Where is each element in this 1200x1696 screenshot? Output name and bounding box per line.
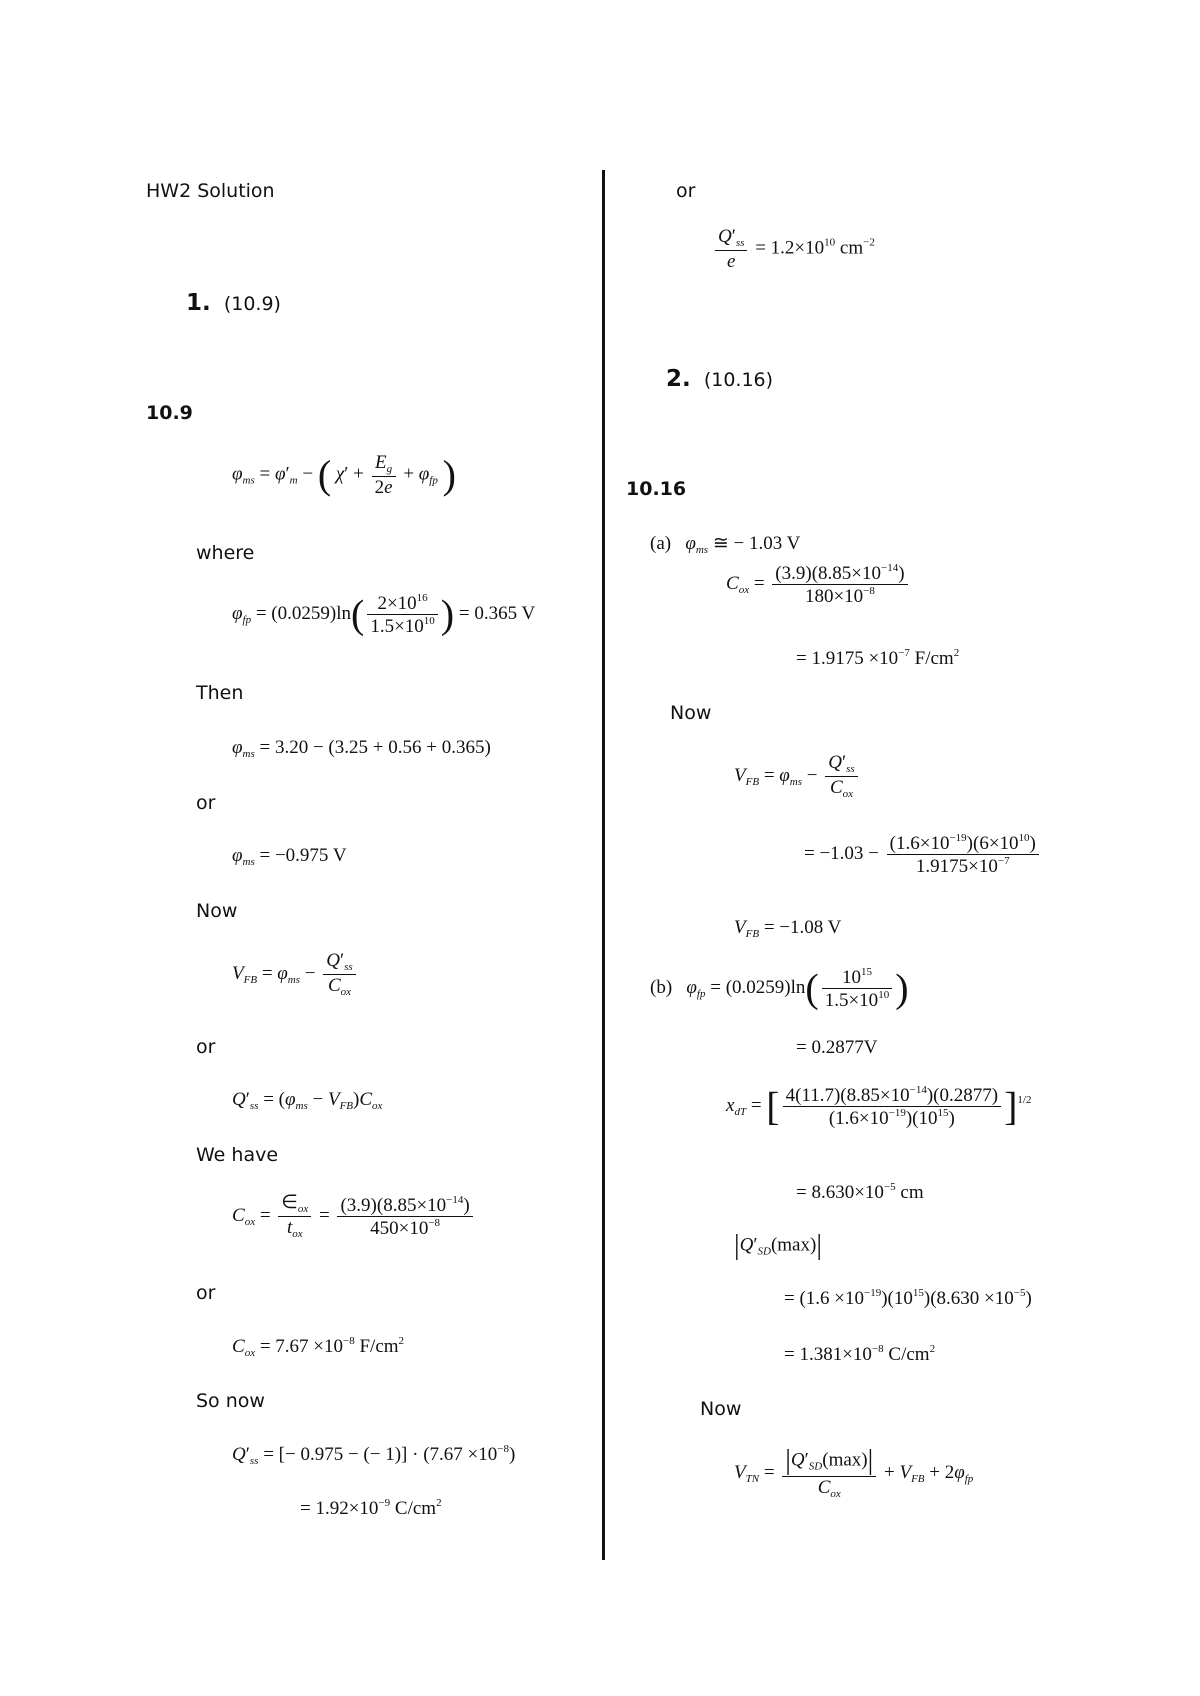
eq-a-cox: $C_{ox}$ = $\frac{(3.9)(8.85\times 10^{-14})}{180\times 10^{-8}}$ xyxy=(726,562,911,607)
text-or: or xyxy=(676,180,696,202)
cox-value: = 7.67 ×10 xyxy=(259,1336,344,1357)
section-heading: 10.16 xyxy=(626,478,687,500)
phi-fp-value: = 0.365 V xyxy=(458,602,536,624)
xdt-value: = 8.630×10 xyxy=(796,1182,884,1203)
a-cox-value: = 1.9175 ×10 xyxy=(796,648,899,669)
part-label: (b) xyxy=(650,976,673,998)
eq-qss-def: $Q'_{ss} = (\varphi_{ms} - V_{FB})C_{ox}$ xyxy=(232,1089,383,1112)
eq-qss-over-e: $\frac{Q'_{ss}}{e}$ = $1.2\times 10^{10}$ $cm^{-2}$ xyxy=(712,226,875,272)
text-so-now: So now xyxy=(196,1390,265,1412)
eq-vfb-result: $V_{FB} = -1.08$ V xyxy=(734,917,842,940)
eq-vth: $V_{TN}$ = $\frac{|Q'_{SD}(\max)|}{C_{ox}}$ + $V_{FB} + 2\varphi_{fp}$ xyxy=(734,1445,974,1500)
vfb-denominator: 1.9175×10 xyxy=(915,856,998,877)
eq-phi-ms-def: $\varphi_{ms} = \varphi'_m$ − ( χ′ + $\frac{E_g}{2e}$ + $\varphi_{fp}$ ) xyxy=(232,452,456,498)
eq-qss-calc: $Q'_{ss}$ = [− 0.975 − (− $1)] \cdot (7.67 \times 10^{-8})$ xyxy=(232,1443,516,1467)
eq-xdt: $x_{dT}$ = [ $\frac{4(11.7)(8.85\times 10^{-14})(0.2877)}{(1.6\times 10^{-19})(10^{15})}$ ]$^{1/2}$ xyxy=(726,1083,1032,1129)
text-then: Then xyxy=(196,682,244,704)
doc-title: HW2 Solution xyxy=(146,180,275,202)
problem-2-heading xyxy=(666,366,773,392)
text-now: Now xyxy=(670,702,712,724)
text-or: or xyxy=(196,792,216,814)
eq-cox-result: $C_{ox} = 7.67 \times 10^{-8}$ $F/cm^2$ xyxy=(232,1335,405,1359)
eq-a-cox-result: = $1.9175 \times 10^{-7}$ $F/cm^2$ xyxy=(796,647,960,669)
qsd-unit: C/cm xyxy=(888,1344,930,1365)
eq-b-phi-fp-result: = 0.2877V xyxy=(796,1037,878,1058)
text-we-have: We have xyxy=(196,1144,279,1166)
vfb-numerator: (1.6×10 xyxy=(889,833,950,854)
eq-vfb-def: $V_{FB} = \varphi_{ms}$ − $\frac{Q'_{ss}}{C_{ox}}$ xyxy=(232,950,359,999)
qsd-expression: = (1.6 ×10 xyxy=(784,1288,865,1309)
a-cox-unit: F/cm xyxy=(914,648,954,669)
eq-a-phi-ms: (a) $\varphi_{ms}$ ≅ − 1.03 V xyxy=(650,533,801,556)
problem-reference: (10.16) xyxy=(703,369,774,391)
qss-unit: C/cm xyxy=(394,1498,437,1519)
eq-b-phi-fp: (b) $\varphi_{fp} = (0.0259)\ln$( $\frac{10^{15}}{1.5\times 10^{10}}$ ) xyxy=(650,965,909,1011)
part-label: (a) xyxy=(650,533,672,554)
eq-qsd-calc: = $(1.6 \times 10^{-19})(10^{15})(8.630 \times 10^{-5})$ xyxy=(784,1287,1032,1309)
problem-number: 2. xyxy=(666,366,691,392)
problem-reference: (10.9) xyxy=(223,293,281,315)
qss-expression: = [− 0.975 − (− 1)] · (7.67 ×10 xyxy=(263,1444,498,1465)
text-or: or xyxy=(196,1282,216,1304)
text-now: Now xyxy=(700,1398,742,1420)
xdt-unit: cm xyxy=(900,1182,924,1203)
eq-phi-ms-result: $\varphi_{ms} = -0.975$ V xyxy=(232,845,347,868)
eq-phi-fp: $\varphi_{fp} = (0.0259)\ln$( $\frac{2\times 10^{16}}{1.5\times 10^{10}}$ ) = 0.365 V xyxy=(232,591,536,637)
qsd-value: = 1.381×10 xyxy=(784,1344,872,1365)
qss-e-unit: cm xyxy=(839,237,864,259)
eq-vfb-def: $V_{FB} = \varphi_{ms}$ − $\frac{Q'_{ss}}{C_{ox}}$ xyxy=(734,752,861,801)
a-cox-denominator: 180×10 xyxy=(804,586,864,607)
section-heading: 10.9 xyxy=(146,402,193,424)
phi-ms-expression: = 3.20 − (3.25 + 0.56 + 0.365) xyxy=(259,737,491,758)
eq-vfb-calc: = −1.03 − $\frac{(1.6\times 10^{-19})(6\times 10^{10})}{1.9175\times 10^{-7}}$ xyxy=(804,832,1042,877)
a-phi-value: ≅ − 1.03 V xyxy=(712,533,801,554)
eq-cox-def: $C_{ox}$ = $\frac{\in_{ox}}{t_{ox}}$ = $\frac{(3.9)(8.85\times 10^{-14})}{450\times 10^{-8}}$ xyxy=(232,1192,476,1241)
phi-ms-value: = −0.975 V xyxy=(259,845,347,866)
problem-1-heading xyxy=(186,290,281,316)
eq-xdt-result: = $8.630\times 10^{-5}$ cm xyxy=(796,1181,924,1203)
text-now: Now xyxy=(196,900,238,922)
column-divider xyxy=(602,170,605,1560)
problem-number: 1. xyxy=(186,290,211,316)
text-or: or xyxy=(196,1036,216,1058)
vfb-value: = −1.08 V xyxy=(763,917,842,938)
eq-qsd-max: $|Q'_{SD}(\max)|$ xyxy=(734,1230,822,1261)
eq-qss-result: = $1.92\times 10^{-9}$ $C/cm^2$ xyxy=(300,1497,442,1519)
eq-qsd-result: = $1.381\times 10^{-8}$ $C/cm^2$ xyxy=(784,1343,936,1365)
qss-value: = 1.92×10 xyxy=(300,1498,379,1519)
text-where: where xyxy=(196,542,255,564)
cox-unit: F/cm xyxy=(359,1336,399,1357)
cox-denominator: 450×10 xyxy=(370,1218,429,1239)
eq-phi-ms-calc: $\varphi_{ms} = 3.20 - (3.25 + 0.56 + 0.365)$ xyxy=(232,737,491,760)
qss-e-value: = 1.2×10 xyxy=(755,237,825,259)
